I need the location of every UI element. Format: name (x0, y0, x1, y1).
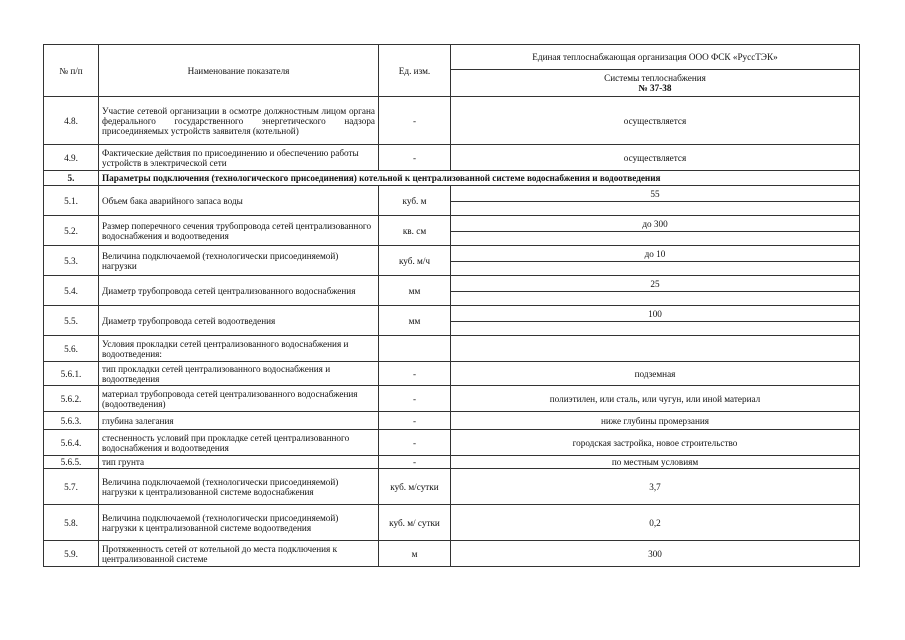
row-value: 0,2 (451, 505, 860, 541)
row-value (451, 336, 860, 362)
row-unit: мм (379, 306, 451, 336)
row-unit: - (379, 386, 451, 412)
empty-cell (451, 322, 860, 336)
row-number: 5.6.4. (44, 430, 99, 456)
row-value: ниже глубины промерзания (451, 412, 860, 430)
header-org: Единая теплоснабжающая организация ООО ФСК «РуссТЭК» (451, 45, 860, 70)
row-unit: куб. м/ч (379, 246, 451, 276)
row-value: до 10 (451, 246, 860, 262)
header-unit: Ед. изм. (379, 45, 451, 97)
table-row (44, 362, 860, 386)
row-name: тип прокладки сетей централизованного водоснабжения и водоотведения (99, 362, 379, 386)
row-name: Протяженность сетей от котельной до места подключения к централизованной системе (99, 541, 379, 567)
table-row (44, 336, 860, 362)
row-value: 300 (451, 541, 860, 567)
section-number: 5. (44, 171, 99, 186)
table-row (44, 306, 860, 322)
header-row (44, 45, 860, 70)
row-number: 5.8. (44, 505, 99, 541)
empty-cell (451, 292, 860, 306)
row-unit (379, 336, 451, 362)
row-unit: - (379, 362, 451, 386)
row-name: Диаметр трубопровода сетей централизованного водоснабжения (99, 276, 379, 306)
table-row (44, 145, 860, 171)
table-row (44, 412, 860, 430)
row-unit: - (379, 145, 451, 171)
row-number: 5.1. (44, 186, 99, 216)
row-number: 5.3. (44, 246, 99, 276)
header-systems (451, 70, 860, 97)
row-value: полиэтилен, или сталь, или чугун, или иной материал (451, 386, 860, 412)
row-value: до 300 (451, 216, 860, 232)
row-unit: мм (379, 276, 451, 306)
empty-cell (451, 262, 860, 276)
row-name: Условия прокладки сетей централизованного водоснабжения и водоотведения: (99, 336, 379, 362)
row-number: 5.6.1. (44, 362, 99, 386)
table-row (44, 276, 860, 292)
empty-cell (451, 202, 860, 216)
row-number: 5.5. (44, 306, 99, 336)
table-row (44, 541, 860, 567)
header-num: № п/п (44, 45, 99, 97)
table-row (44, 97, 860, 145)
row-name: материал трубопровода сетей централизованного водоснабжения (водоотведения) (99, 386, 379, 412)
table-row (44, 216, 860, 232)
table-row (44, 246, 860, 262)
header-systems-label: Системы теплоснабжения (604, 73, 706, 83)
parameters-table (43, 44, 860, 567)
row-name: стесненность условий при прокладке сетей централизованного водоснабжения и водоотведения (99, 430, 379, 456)
row-unit: - (379, 412, 451, 430)
section-title: Параметры подключения (технологического присоединения) котельной к централизованной системе водоснабжения и водоотведения (99, 171, 860, 186)
row-unit: куб. м/сутки (379, 469, 451, 505)
header-systems-number: № 37-38 (638, 83, 672, 93)
row-value: 25 (451, 276, 860, 292)
row-number: 5.9. (44, 541, 99, 567)
row-name: тип грунта (99, 456, 379, 469)
table-row (44, 456, 860, 469)
row-name: Объем бака аварийного запаса воды (99, 186, 379, 216)
row-name: Диаметр трубопровода сетей водоотведения (99, 306, 379, 336)
row-name: Величина подключаемой (технологически присоединяемой) нагрузки к централизованной системе водоснабжения (99, 469, 379, 505)
row-unit: - (379, 430, 451, 456)
row-value: 55 (451, 186, 860, 202)
row-value: городская застройка, новое строительство (451, 430, 860, 456)
row-name: Фактические действия по присоединению и обеспечению работы устройств в электрической сети (99, 145, 379, 171)
table-row (44, 505, 860, 541)
row-value: по местным условиям (451, 456, 860, 469)
row-unit: - (379, 456, 451, 469)
section-row (44, 171, 860, 186)
row-number: 5.4. (44, 276, 99, 306)
row-unit: м (379, 541, 451, 567)
row-unit: - (379, 97, 451, 145)
row-number: 5.6.5. (44, 456, 99, 469)
row-number: 5.2. (44, 216, 99, 246)
row-number: 4.8. (44, 97, 99, 145)
row-unit: кв. см (379, 216, 451, 246)
table-row (44, 469, 860, 505)
row-name: Размер поперечного сечения трубопровода сетей централизованного водоснабжения и водоотведения (99, 216, 379, 246)
empty-cell (451, 232, 860, 246)
row-number: 5.6. (44, 336, 99, 362)
row-value: осуществляется (451, 145, 860, 171)
row-value: осуществляется (451, 97, 860, 145)
table-row (44, 386, 860, 412)
row-value: 100 (451, 306, 860, 322)
row-number: 4.9. (44, 145, 99, 171)
table-row (44, 186, 860, 202)
row-name: Величина подключаемой (технологически присоединяемой) нагрузки (99, 246, 379, 276)
row-name: Величина подключаемой (технологически присоединяемой) нагрузки к централизованной системе водоотведения (99, 505, 379, 541)
table-row (44, 430, 860, 456)
row-number: 5.6.2. (44, 386, 99, 412)
row-value: подземная (451, 362, 860, 386)
row-name: Участие сетевой организации в осмотре должностным лицом органа федерального государственного энергетического надзора присоединяемых устройств заявителя (котельной) (99, 97, 379, 145)
row-number: 5.6.3. (44, 412, 99, 430)
row-value: 3,7 (451, 469, 860, 505)
row-number: 5.7. (44, 469, 99, 505)
header-name: Наименование показателя (99, 45, 379, 97)
row-unit: куб. м (379, 186, 451, 216)
row-unit: куб. м/ сутки (379, 505, 451, 541)
row-name: глубина залегания (99, 412, 379, 430)
